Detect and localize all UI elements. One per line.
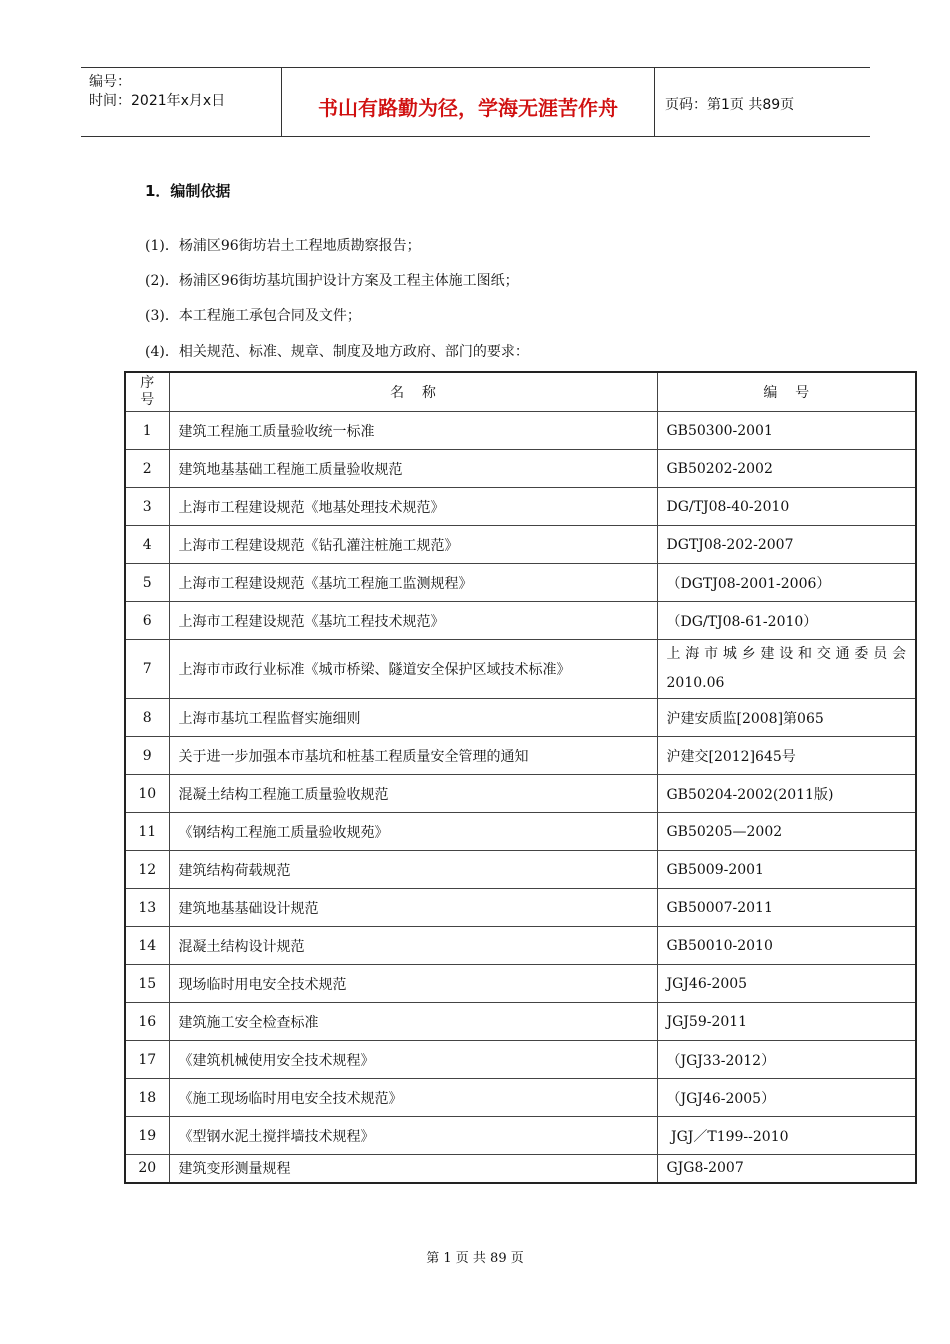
row-standard-code: 沪建交[2012]645号	[657, 737, 916, 775]
row-number: 18	[125, 1079, 169, 1117]
table-row	[125, 450, 916, 488]
table-row	[125, 640, 916, 699]
row-standard-code: JGJ59-2011	[657, 1003, 916, 1041]
row-standard-code: GB50202-2002	[657, 450, 916, 488]
row-number: 20	[125, 1155, 169, 1183]
row-number: 16	[125, 1003, 169, 1041]
table-row	[125, 1079, 916, 1117]
table-row	[125, 488, 916, 526]
row-number: 3	[125, 488, 169, 526]
table-row	[125, 737, 916, 775]
table-row	[125, 1117, 916, 1155]
section-title: 1．编制依据	[145, 182, 231, 200]
row-standard-code: DG/TJ08-40-2010	[657, 488, 916, 526]
row-standard-code: （DG/TJ08-61-2010）	[657, 602, 916, 640]
basis-item-4: (4)．相关规范、标准、规章、制度及地方政府、部门的要求：	[145, 344, 529, 360]
header-seq	[125, 372, 169, 412]
table-row	[125, 1003, 916, 1041]
row-standard-name: 关于进一步加强本市基坑和桩基工程质量安全管理的通知	[169, 737, 657, 775]
header-page-cell	[655, 68, 870, 136]
row-number: 1	[125, 412, 169, 450]
table-row	[125, 1041, 916, 1079]
header-meta-cell	[81, 68, 282, 136]
standards-table	[124, 371, 917, 1184]
table-row	[125, 851, 916, 889]
row-standard-name: 混凝土结构设计规范	[169, 927, 657, 965]
row-standard-code: GB50205—2002	[657, 813, 916, 851]
row-standard-name: 建筑施工安全检查标准	[169, 1003, 657, 1041]
header-name-label: 名 称	[390, 385, 436, 401]
basis-item-3: (3)．本工程施工承包合同及文件；	[145, 308, 361, 324]
row-number: 11	[125, 813, 169, 851]
row-standard-name: 建筑地基基础设计规范	[169, 889, 657, 927]
row-standard-code: （JGJ46-2005）	[657, 1079, 916, 1117]
table-row	[125, 965, 916, 1003]
motto: 书山有路勤为径，学海无涯苦作舟	[318, 96, 618, 120]
page-header	[81, 67, 870, 137]
row-standard-code: GB50204-2002(2011版)	[657, 775, 916, 813]
row-standard-code: 上海市城乡建设和交通委员会2010.06	[657, 640, 916, 699]
row-standard-code: 沪建安质监[2008]第065	[657, 699, 916, 737]
page-footer: 第 1 页 共 89 页	[426, 1251, 524, 1266]
header-motto-cell	[282, 68, 655, 136]
row-standard-code: GB50010-2010	[657, 927, 916, 965]
row-standard-name: 《钢结构工程施工质量验收规苑》	[169, 813, 657, 851]
table-row	[125, 889, 916, 927]
row-number: 10	[125, 775, 169, 813]
row-standard-code: （DGTJ08-2001-2006）	[657, 564, 916, 602]
row-standard-name: 建筑工程施工质量验收统一标准	[169, 412, 657, 450]
row-standard-code: DGTJ08-202-2007	[657, 526, 916, 564]
table-row	[125, 699, 916, 737]
row-standard-name: 《建筑机械使用安全技术规程》	[169, 1041, 657, 1079]
row-number: 15	[125, 965, 169, 1003]
serial-label: 编号：	[89, 74, 131, 90]
table-row	[125, 813, 916, 851]
row-standard-name: 上海市工程建设规范《基坑工程施工监测规程》	[169, 564, 657, 602]
row-standard-name: 上海市工程建设规范《钻孔灌注桩施工规范》	[169, 526, 657, 564]
row-standard-name: 建筑变形测量规程	[169, 1155, 657, 1183]
basis-item-2: (2)．杨浦区96街坊基坑围护设计方案及工程主体施工图纸；	[145, 273, 519, 289]
row-standard-name: 现场临时用电安全技术规范	[169, 965, 657, 1003]
row-number: 7	[125, 640, 169, 699]
basis-item-1: (1)．杨浦区96街坊岩土工程地质勘察报告；	[145, 238, 421, 254]
row-standard-code: JGJ46-2005	[657, 965, 916, 1003]
row-standard-name: 《型钢水泥土搅拌墙技术规程》	[169, 1117, 657, 1155]
table-body	[125, 412, 916, 1183]
header-code-label: 编 号	[763, 385, 810, 401]
row-standard-name: 建筑地基基础工程施工质量验收规范	[169, 450, 657, 488]
table-row	[125, 1155, 916, 1183]
row-standard-code: GB50300-2001	[657, 412, 916, 450]
row-number: 14	[125, 927, 169, 965]
row-standard-name: 《施工现场临时用电安全技术规范》	[169, 1079, 657, 1117]
header-code	[657, 372, 916, 412]
row-standard-name: 建筑结构荷载规范	[169, 851, 657, 889]
row-standard-name: 上海市工程建设规范《地基处理技术规范》	[169, 488, 657, 526]
row-standard-name: 上海市基坑工程监督实施细则	[169, 699, 657, 737]
table-row	[125, 602, 916, 640]
table-row	[125, 564, 916, 602]
row-number: 2	[125, 450, 169, 488]
row-number: 12	[125, 851, 169, 889]
table-header-row	[125, 372, 916, 412]
row-standard-name: 上海市工程建设规范《基坑工程技术规范》	[169, 602, 657, 640]
row-standard-code: GB5009-2001	[657, 851, 916, 889]
row-standard-code: JGJ／T199--2010	[657, 1117, 916, 1155]
row-number: 4	[125, 526, 169, 564]
row-number: 9	[125, 737, 169, 775]
table-row	[125, 927, 916, 965]
row-number: 13	[125, 889, 169, 927]
table-row	[125, 412, 916, 450]
header-seq-label: 序号	[140, 375, 155, 408]
header-name	[169, 372, 657, 412]
row-standard-code: GB50007-2011	[657, 889, 916, 927]
row-number: 8	[125, 699, 169, 737]
table-row	[125, 526, 916, 564]
time-label: 时间：2021年x月x日	[89, 93, 226, 109]
row-standard-code: GJG8-2007	[657, 1155, 916, 1183]
row-number: 5	[125, 564, 169, 602]
table-row	[125, 775, 916, 813]
row-standard-name: 上海市市政行业标准《城市桥梁、隧道安全保护区域技术标准》	[169, 640, 657, 699]
header-page-info: 页码：第1页 共89页	[665, 97, 795, 113]
row-number: 19	[125, 1117, 169, 1155]
row-number: 6	[125, 602, 169, 640]
row-standard-code: （JGJ33-2012）	[657, 1041, 916, 1079]
row-number: 17	[125, 1041, 169, 1079]
row-standard-name: 混凝土结构工程施工质量验收规范	[169, 775, 657, 813]
